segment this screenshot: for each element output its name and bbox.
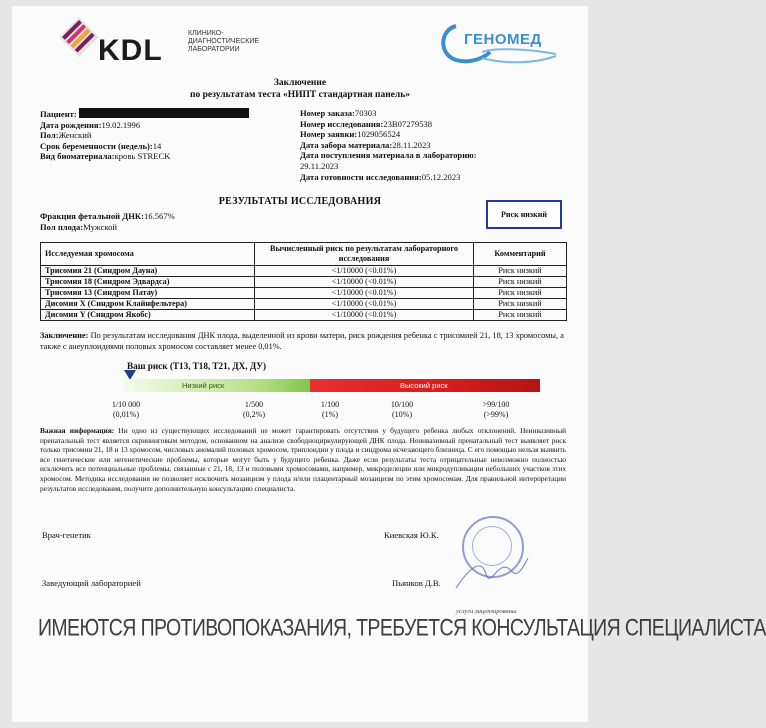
risk-tick: 1/100 (1%) [320, 400, 340, 419]
important-info: Важная информация: Ни одно из существующих исследований не может гарантировать отсутствия у будущего ребенка любых отклонений. Неинвазивный пренатальный тест является скрининговым методом, основанном на анализе свободноциркулирующей ДНК плода. Неинвазивный пренатальный тест выявляет риск только трисомии 21, 18 и 13 хромосом, числовых аномалий половых хромосом, триплоидии у плода и синдрома исчезающего близнеца. С его помощью нельзя выявить все генетические или негенетические проблемы, которые могут быть у будущего ребенка. Даже если результаты теста отрицательные невозможно полностью исключить все потенциальные проблемы, связанные с 21, 18, 13 и половыми хромосомами, например, микроделеции или микродупликации небольших участков этих хромосом. Методика исследования не позволяет исключить мозаицизм у плода и/или плацентарный мозаицизм по этим хромосомам. Для правильной интерпретации результатов исследования, получите дополнительную консультацию специалиста. [40, 426, 567, 493]
contraindication-banner: ИМЕЮТСЯ ПРОТИВОПОКАЗАНИЯ, ТРЕБУЕТСЯ КОНСУЛЬТАЦИЯ СПЕЦИАЛИСТА [38, 614, 766, 642]
col-chromosome: Исследуемая хромосома [41, 243, 255, 266]
results-table [40, 242, 567, 321]
sex-value: Женский [58, 130, 92, 141]
high-risk-label: Высокий риск [400, 381, 448, 390]
license-note: услуги лицензированы [456, 608, 517, 615]
patient-info: Пациент: Дата рождения:19.02.1996 Пол:Женский Срок беременности (недель):14 Вид биоматериала:кровь STRECK [40, 108, 290, 162]
results-title: РЕЗУЛЬТАТЫ ИССЛЕДОВАНИЯ [218, 196, 382, 207]
fetal-sex-value: Мужской [83, 222, 118, 232]
table-row: Дисомия X (Синдром Клайнфельтера) <1/10000 (<0.01%) Риск низкий [41, 299, 567, 310]
risk-scale-title: Ваш риск (T13, T18, T21, ДХ, ДУ) [127, 361, 267, 371]
report-page [12, 6, 766, 722]
conclusion: Заключение: По результатам исследования ДНК плода, выделенной из крови матери, риск рождения ребенка с трисомией 21, 18, 13 хромосомы, а также с анеуплоидиями половых хромосом составляет менее 0,01%. [40, 331, 564, 351]
table-row: Трисомия 13 (Синдром Патау) <1/10000 (<0.01%) Риск низкий [41, 288, 567, 299]
collected-value: 28.11.2023 [392, 139, 431, 150]
biomaterial-value: кровь STRECK [114, 151, 171, 162]
risk-tick: >99/100 (>99%) [482, 400, 510, 419]
order-info: Номер заказа:70303 Номер исследования:23B07279538 Номер заявки:1029056524 Дата забора материала:28.11.2023 Дата поступления материала в лабораторию: 29.11.2023 Дата готовности исследования:05.12.2023 [300, 108, 477, 182]
risk-tick: 10/100 (10%) [390, 400, 414, 419]
head-name: Пьянков Д.В. [392, 578, 441, 588]
table-row: Трисомия 21 (Синдром Дауна) <1/10000 (<0.01%) Риск низкий [41, 266, 567, 277]
redacted-name [79, 108, 249, 118]
table-row: Трисомия 18 (Синдром Эдвардса) <1/10000 (<0.01%) Риск низкий [41, 277, 567, 288]
request-value: 1029056524 [357, 129, 401, 140]
report-title: Заключение [273, 78, 327, 88]
kdl-logo-text: KDL [98, 34, 163, 67]
geneticist-label: Врач-генетик [42, 530, 91, 540]
ready-value: 05.12.2023 [421, 171, 461, 182]
table-row: Дисомия Y (Синдром Якобс) <1/10000 (<0.01%) Риск низкий [41, 310, 567, 321]
head-label: Заведующий лабораторией [42, 578, 141, 588]
col-risk: Вычисленный риск по результатам лабораторного исследования [255, 243, 474, 266]
genomed-logo-text: ГЕНОМЕД [464, 31, 542, 48]
col-comment: Комментарий [474, 243, 567, 266]
table-header-row [41, 243, 567, 266]
fetal-sex-row: Пол плода:Мужской [40, 222, 118, 232]
kdl-logo-subtitle: КЛИНИКО- ДИАГНОСТИЧЕСКИЕ ЛАБОРАТОРИИ [188, 30, 260, 53]
fraction-value: 16.567% [143, 211, 175, 221]
study-value: 23B07279538 [383, 118, 433, 129]
term-value: 14 [152, 140, 162, 151]
low-risk-label: Низкий риск [182, 381, 225, 390]
geneticist-name: Киевская Ю.К. [384, 530, 439, 540]
risk-tick: 1/10 000 (0,01%) [111, 400, 141, 419]
risk-summary-box: Риск низкий [486, 200, 562, 229]
risk-tick: 1/500 (0,2%) [243, 400, 265, 419]
order-value: 70303 [354, 108, 377, 118]
dob-value: 19.02.1996 [101, 119, 141, 130]
kdl-logo-icon [62, 20, 96, 54]
received-value: 29.11.2023 [300, 160, 339, 171]
signature-icon [452, 554, 532, 594]
fraction-row: Фракция фетальной ДНК:16.567% [40, 211, 175, 221]
report-subtitle: по результатам теста «НИПТ стандартная панель» [190, 90, 410, 100]
